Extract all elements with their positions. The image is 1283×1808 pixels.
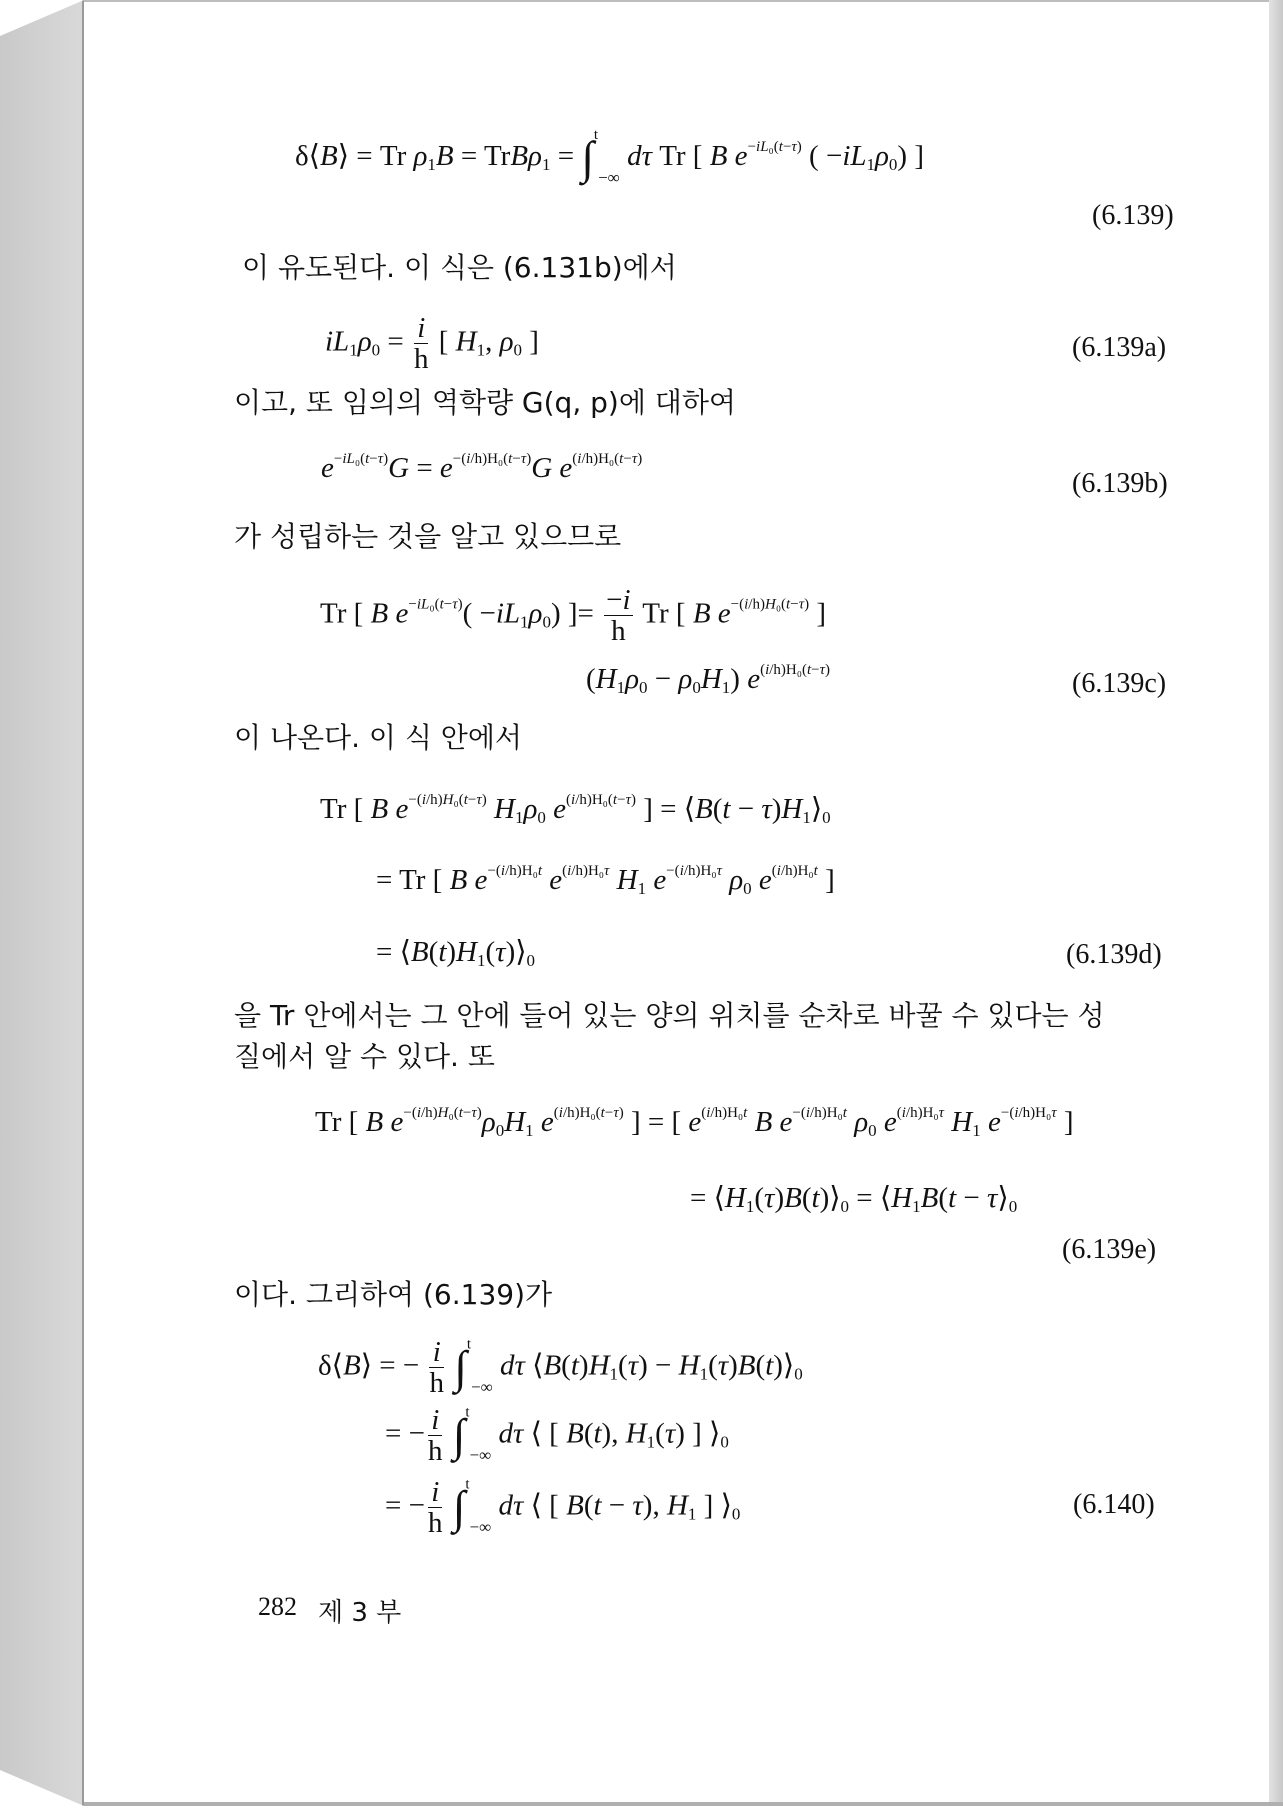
page-number: 282 bbox=[258, 1592, 297, 1621]
paragraph-text: 질에서 알 수 있다. 또 bbox=[234, 1040, 495, 1073]
equation-6-139d-line3: = $⟨B(t)H_1(\tau)⟩_0$ bbox=[376, 936, 536, 970]
paragraph-text: 을 Tr 안에서는 그 안에 들어 있는 양의 위치를 순차로 바꿀 수 있다는 성 bbox=[234, 999, 1105, 1032]
equation-6-140-line2: = − $\frac{i}{h}$ ∫$^t_{-\infty}$ dτ ⟨ [ B(t), $H_1(\tau)$ ] $⟩_0$ bbox=[385, 1404, 729, 1468]
equation-6-139c-line2: $(H_1\rho_0 - \rho_0H_1)$ $e^{(i/h)H_0(t-\tau)}$ bbox=[586, 662, 830, 697]
equation-6-139c-line1: Tr [ B $e^{-iL_0(t-\tau)}( -iL_1\rho_0)$ ]= $\frac{-i}{h}$ Tr [ B $e^{-(i/h)H_0(t-\tau)}$ ] bbox=[320, 584, 826, 648]
paragraph-text: 이 나온다. 이 식 안에서 bbox=[234, 721, 522, 754]
paragraph-text: 이 유도된다. 이 식은 (6.131b)에서 bbox=[242, 251, 677, 284]
book-right-edge bbox=[1269, 0, 1283, 1806]
equation-6-140-line1: δ⟨B⟩ = − $\frac{i}{h}$ ∫$^t_{-\infty}$ dτ $⟨B(t)H_1(\tau)$ − $H_1(\tau)B(t)⟩_0$ bbox=[318, 1336, 803, 1400]
paragraph-text: 가 성립하는 것을 알고 있으므로 bbox=[234, 520, 622, 553]
equation-6-139e-line2: = $⟨H_1(\tau)B(t)⟩_0$ = $⟨H_1B(t$ − $\tau⟩_0$ bbox=[690, 1182, 1018, 1216]
equation-6-139e-line1: Tr [ B $e^{-(i/h)H_0(t-\tau)}\rho_0H_1$ $e^{(i/h)H_0(t-\tau)}$ ] = [ $e^{(i/h)H_0t}$ B $e^{-(i/h)H_0t}$ $\rho_0$ $e^{(i/h)H_0\tau}$ $H_1$ $e^{-(i/h)H_0\tau}$ ] bbox=[315, 1105, 1074, 1140]
equation-number: (6.139e) bbox=[1062, 1234, 1157, 1265]
equation-6-139d-line2: = Tr [ B $e^{-(i/h)H_0t}$ $e^{(i/h)H_0\tau}$ $H_1$ $e^{-(i/h)H_0\tau}$ $\rho_0$ $e^{(i/h)H_0t}$ ] bbox=[376, 863, 835, 898]
equation-6-139: δ⟨B⟩ = Tr $\rho_1B = TrB\rho_1 = \int^t_{-\infty}$ dτ Tr [ B $e^{-iL_0(t-\tau)}$ ( $-iL_1\rho_0$) ] bbox=[295, 127, 924, 187]
paragraph-text: 이다. 그리하여 (6.139)가 bbox=[234, 1278, 553, 1311]
equation-number: (6.139d) bbox=[1066, 939, 1162, 970]
equation-number: (6.139) bbox=[1092, 200, 1174, 231]
equation-6-140-line3: = − $\frac{i}{h}$ ∫$^t_{-\infty}$ dτ ⟨ [ B(t − τ), $H_1$ ] $⟩_0$ bbox=[385, 1476, 741, 1540]
part-label: 제 3 부 bbox=[318, 1598, 402, 1628]
book-left-edge bbox=[0, 0, 84, 1806]
equation-number: (6.140) bbox=[1073, 1489, 1155, 1520]
equation-6-139b: $e^{-iL_0(t-\tau)}G = e^{-(i/h)H_0(t-\tau)}G$ $e^{(i/h)H_0(t-\tau)}$ bbox=[321, 451, 643, 484]
equation-number: (6.139c) bbox=[1072, 668, 1167, 699]
paragraph-text: 이고, 또 임의의 역학량 G(q, p)에 대하여 bbox=[234, 386, 736, 419]
equation-6-139d-line1: Tr [ B $e^{-(i/h)H_0(t-\tau)}$ $H_1\rho_0$ $e^{(i/h)H_0(t-\tau)}$ ] = ⟨B(t − $\tau)H_1⟩_0$ bbox=[320, 792, 831, 827]
equation-6-139a: $iL_1\rho_0$ = $\frac{i}{h}$ [ $H_1$, $\rho_0$ ] bbox=[325, 312, 539, 376]
equation-number: (6.139a) bbox=[1072, 332, 1167, 363]
equation-number: (6.139b) bbox=[1072, 468, 1168, 499]
book-bottom-edge bbox=[84, 1802, 1283, 1806]
